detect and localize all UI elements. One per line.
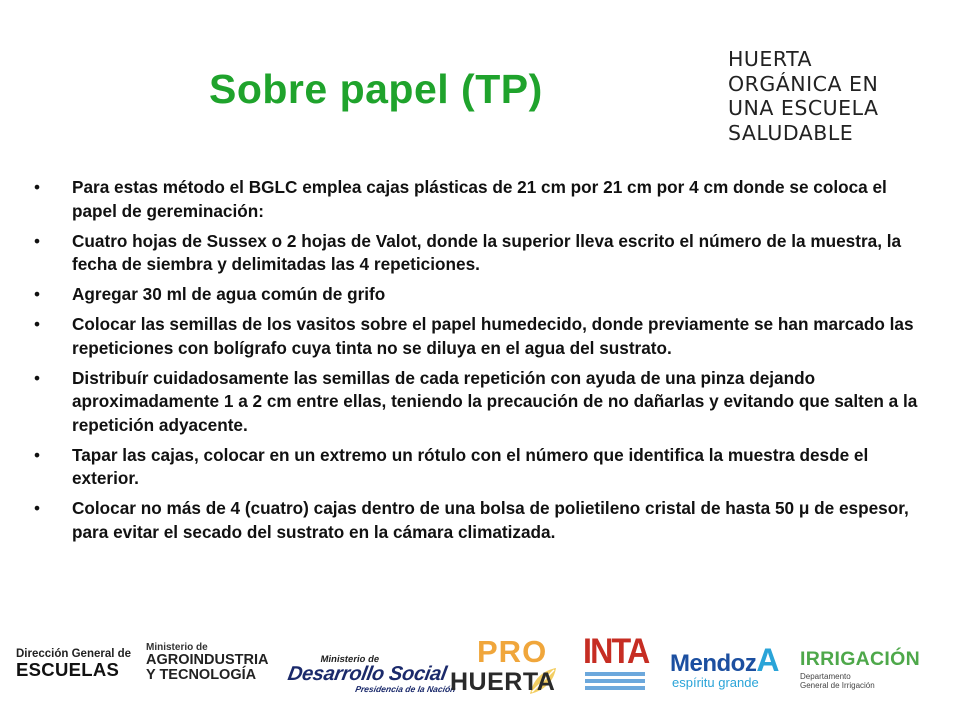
bullet-icon: • (34, 284, 41, 304)
logo-desarrollo-social (284, 654, 461, 694)
bullet-icon: • (34, 367, 41, 388)
brand-line: ORGÁNICA EN (728, 71, 879, 96)
logo-dge-line1: Dirección General de (16, 648, 132, 660)
logo-mendoza-name-b: A (756, 642, 779, 678)
slide-title: Sobre papel (TP) (209, 66, 543, 112)
logo-mendoza-name-a: Mendoz (670, 650, 757, 677)
brand-line: SALUDABLE (728, 120, 854, 145)
logo-ministerio-agroindustria (146, 642, 268, 683)
logo-irrigacion-name: IRRIGACIÓN (800, 648, 920, 670)
inta-stripes-icon (585, 672, 645, 693)
bullet-item (34, 283, 934, 307)
bullet-text: Colocar no más de 4 (cuatro) cajas dentro de una bolsa de polietileno cristal de hasta 50 μ de espesor, para evitar el secado del sustrato en la cámara climatizada. (72, 498, 909, 542)
bullet-text: Para estas método el BGLC emplea cajas plásticas de 21 cm por 21 cm por 4 cm donde se coloca el papel de gereminación: (72, 177, 887, 221)
brand-line: UNA ESCUELA (728, 96, 879, 120)
logo-social-line2: Desarrollo Social (286, 663, 449, 685)
logo-social-line3: Presidencia de la Nación (354, 684, 457, 694)
logo-prohuerta (450, 634, 560, 700)
bullet-text: Tapar las cajas, colocar en un extremo un rótulo con el número que identifica la muestra desde el exterior. (72, 444, 869, 488)
footer-logos (0, 628, 960, 720)
brand-line: HUERTA (728, 47, 813, 71)
logo-agro-line3: Y TECNOLOGÍA (146, 667, 257, 683)
logo-mendoza-name (670, 642, 779, 679)
bullet-item (34, 230, 934, 277)
bullet-item (34, 497, 934, 544)
logo-huerta-text: HUERTA (450, 668, 556, 696)
logo-agro-line2: AGROINDUSTRIA (146, 652, 269, 668)
logo-agro-line1: Ministerio de (146, 642, 208, 653)
logo-mendoza-tagline: espíritu grande (672, 675, 759, 690)
bullet-icon: • (34, 177, 41, 197)
logo-irrigacion (800, 648, 920, 690)
logo-pro-text: PRO (477, 634, 548, 669)
bullet-icon: • (34, 230, 41, 251)
bullet-item (34, 367, 934, 438)
bullet-item (34, 313, 934, 360)
bullet-text: Distribuír cuidadosamente las semillas de cada repetición con ayuda de una pinza dejando aproximadamente 1 a 2 cm entre ellas, teniendo la precaución de no dañarlas y evitando que salten a la repetición adyacente. (72, 367, 918, 435)
logo-mendoza (670, 642, 779, 690)
logo-direccion-general-escuelas (16, 648, 131, 681)
logo-inta (583, 632, 649, 694)
logo-social-line1: Ministerio de (319, 654, 381, 665)
bullet-item (34, 444, 934, 491)
bullet-text: Agregar 30 ml de agua común de grifo (72, 284, 386, 304)
logo-inta-text: INTA (583, 632, 649, 671)
bullet-text: Colocar las semillas de los vasitos sobre el papel humedecido, donde previamente se han marcado las repeticiones con bolígrafo cuya tinta no se diluya en el agua del sustrato. (72, 314, 914, 358)
brand-huerta-organica (728, 47, 879, 145)
bullet-list (34, 176, 934, 551)
logo-irrigacion-sub: Departamento General de Irrigación (800, 672, 875, 690)
logo-dge-line2: ESCUELAS (16, 659, 120, 680)
bullet-icon: • (34, 314, 41, 334)
bullet-icon: • (34, 498, 41, 518)
bullet-item (34, 176, 934, 223)
bullet-text: Cuatro hojas de Sussex o 2 hojas de Valot, donde la superior lleva escrito el número de la muestra, la fecha de siembra y delimitadas las 4 repeticiones. (72, 230, 902, 274)
bullet-icon: • (34, 444, 41, 465)
